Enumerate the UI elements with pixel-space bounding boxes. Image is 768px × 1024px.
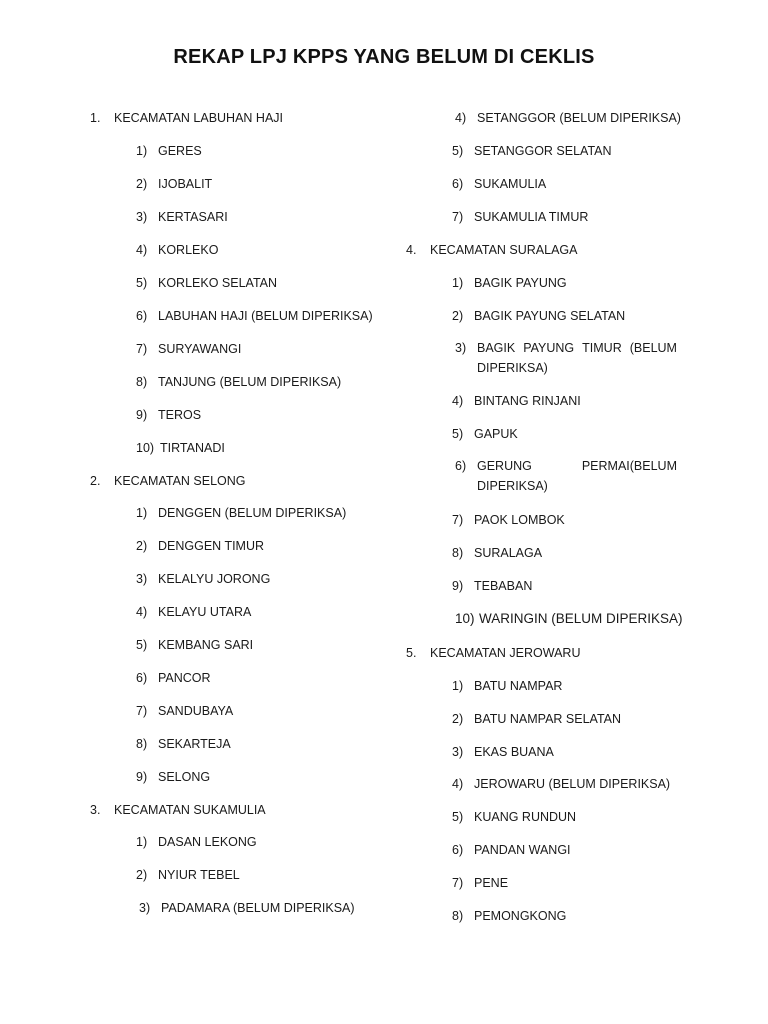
list-item: 6) GERUNG PERMAI(BELUM DIPERIKSA)	[455, 459, 677, 493]
list-item: 3) PADAMARA (BELUM DIPERIKSA)	[139, 901, 355, 915]
list-item: 2) DENGGEN TIMUR	[136, 539, 265, 553]
list-item: 7) SANDUBAYA	[136, 704, 234, 718]
list-item: 8) PEMONGKONG	[452, 909, 567, 923]
page-title: REKAP LPJ KPPS YANG BELUM DI CEKLIS	[173, 46, 595, 68]
list-item: 7) SUKAMULIA TIMUR	[452, 210, 589, 224]
list-item: 5) KUANG RUNDUN	[452, 810, 577, 824]
list-item: 1) DASAN LEKONG	[136, 835, 257, 849]
list-item: 4) JEROWARU (BELUM DIPERIKSA)	[452, 777, 671, 791]
list-item: 7) SURYAWANGI	[136, 342, 242, 356]
list-item: 2) BAGIK PAYUNG SELATAN	[452, 309, 626, 323]
list-item: 5) KORLEKO SELATAN	[136, 276, 278, 290]
kecamatan-heading: 3. KECAMATAN SUKAMULIA	[90, 803, 266, 817]
list-item: 3) EKAS BUANA	[452, 745, 554, 759]
list-item: 4) SETANGGOR (BELUM DIPERIKSA)	[455, 111, 681, 125]
list-item: 9) SELONG	[136, 770, 211, 784]
list-item: 4) KORLEKO	[136, 243, 219, 257]
list-item: 10) TIRTANADI	[136, 441, 225, 455]
list-item: 10) WARINGIN (BELUM DIPERIKSA)	[455, 611, 683, 626]
list-item: 4) BINTANG RINJANI	[452, 394, 581, 408]
list-item: 8) TANJUNG (BELUM DIPERIKSA)	[136, 375, 342, 389]
kecamatan-heading: 4. KECAMATAN SURALAGA	[406, 243, 578, 257]
list-item: 5) KEMBANG SARI	[136, 638, 254, 652]
list-item: 6) PANDAN WANGI	[452, 843, 571, 857]
list-item: 3) BAGIK PAYUNG TIMUR (BELUM DIPERIKSA)	[455, 341, 677, 375]
list-item: 5) SETANGGOR SELATAN	[452, 144, 612, 158]
list-item: 7) PENE	[452, 876, 509, 890]
list-item: 3) KERTASARI	[136, 210, 228, 224]
list-item: 3) KELALYU JORONG	[136, 572, 271, 586]
list-item: 8) SEKARTEJA	[136, 737, 231, 751]
list-item: 5) GAPUK	[452, 427, 518, 441]
list-item: 6) SUKAMULIA	[452, 177, 547, 191]
list-item: 7) PAOK LOMBOK	[452, 513, 565, 527]
list-item: 8) SURALAGA	[452, 546, 543, 560]
list-item: 2) IJOBALIT	[136, 177, 213, 191]
list-item: 2) BATU NAMPAR SELATAN	[452, 712, 622, 726]
list-item: 6) LABUHAN HAJI (BELUM DIPERIKSA)	[136, 309, 373, 323]
list-item: 4) KELAYU UTARA	[136, 605, 252, 619]
kecamatan-heading: 5. KECAMATAN JEROWARU	[406, 646, 581, 660]
list-item: 2) NYIUR TEBEL	[136, 868, 240, 882]
list-item: 1) BAGIK PAYUNG	[452, 276, 567, 290]
kecamatan-heading: 1. KECAMATAN LABUHAN HAJI	[90, 111, 284, 125]
list-item: 1) BATU NAMPAR	[452, 679, 563, 693]
list-item: 9) TEROS	[136, 408, 202, 422]
list-item: 1) GERES	[136, 144, 202, 158]
list-item: 6) PANCOR	[136, 671, 211, 685]
list-item: 1) DENGGEN (BELUM DIPERIKSA)	[136, 506, 347, 520]
list-item: 9) TEBABAN	[452, 579, 533, 593]
kecamatan-heading: 2. KECAMATAN SELONG	[90, 474, 246, 488]
